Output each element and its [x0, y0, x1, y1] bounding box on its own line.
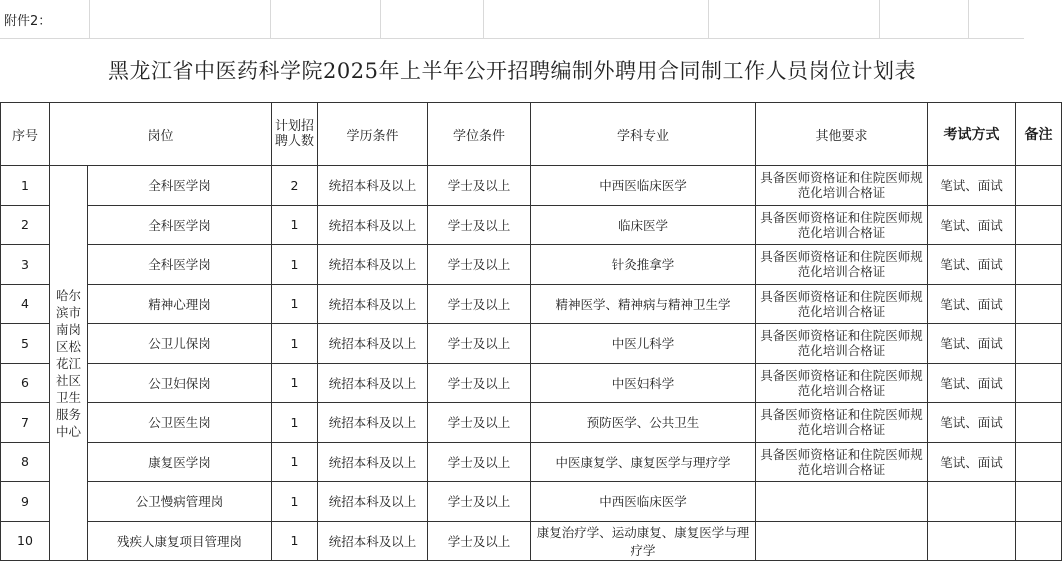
- cell-no: 9: [1, 482, 50, 522]
- grid-line: [708, 0, 709, 38]
- cell-no: 8: [1, 442, 50, 482]
- header-major: 学科专业: [531, 103, 756, 166]
- header-note: 备注: [1016, 103, 1062, 166]
- cell-note: [1016, 284, 1062, 324]
- cell-degree: 学士及以上: [428, 166, 531, 206]
- cell-post: 全科医学岗: [88, 205, 272, 245]
- table-row: [1, 205, 1062, 245]
- table-row: [1, 482, 1062, 522]
- cell-post: 公卫医生岗: [88, 403, 272, 443]
- header-education: 学历条件: [318, 103, 428, 166]
- cell-no: 3: [1, 245, 50, 285]
- grid-line: [380, 0, 381, 38]
- cell-no: 6: [1, 363, 50, 403]
- header-count: 计划招聘人数: [272, 103, 318, 166]
- cell-no: 4: [1, 284, 50, 324]
- cell-major: 康复治疗学、运动康复、康复医学与理疗学: [531, 521, 756, 561]
- table-row: [1, 521, 1062, 561]
- header-post: 岗位: [50, 103, 272, 166]
- grid-line: [879, 0, 880, 38]
- cell-note: [1016, 245, 1062, 285]
- table-row: [1, 245, 1062, 285]
- cell-post: 公卫儿保岗: [88, 324, 272, 364]
- cell-count: 2: [272, 166, 318, 206]
- cell-count: 1: [272, 482, 318, 522]
- cell-note: [1016, 363, 1062, 403]
- cell-note: [1016, 324, 1062, 364]
- grid-line: [89, 0, 90, 38]
- cell-major: 中西医临床医学: [531, 166, 756, 206]
- cell-major: 中西医临床医学: [531, 482, 756, 522]
- cell-education: 统招本科及以上: [318, 403, 428, 443]
- cell-exam: 笔试、面试: [928, 324, 1016, 364]
- header-exam: 考试方式: [928, 103, 1016, 166]
- recruitment-plan-table: [0, 102, 1062, 561]
- cell-post: 精神心理岗: [88, 284, 272, 324]
- cell-degree: 学士及以上: [428, 284, 531, 324]
- table-row: [1, 442, 1062, 482]
- cell-post: 康复医学岗: [88, 442, 272, 482]
- cell-no: 5: [1, 324, 50, 364]
- cell-other: 具备医师资格证和住院医师规范化培训合格证: [756, 284, 928, 324]
- cell-unit: 哈尔滨市南岗区松花江社区卫生服务中心: [50, 166, 88, 561]
- cell-post: 公卫妇保岗: [88, 363, 272, 403]
- grid-line: [968, 0, 969, 38]
- cell-exam: [928, 521, 1016, 561]
- cell-degree: 学士及以上: [428, 403, 531, 443]
- table-row: [1, 284, 1062, 324]
- cell-post: 全科医学岗: [88, 166, 272, 206]
- cell-education: 统招本科及以上: [318, 166, 428, 206]
- cell-note: [1016, 205, 1062, 245]
- table-row: [1, 403, 1062, 443]
- cell-degree: 学士及以上: [428, 442, 531, 482]
- cell-exam: 笔试、面试: [928, 403, 1016, 443]
- cell-count: 1: [272, 363, 318, 403]
- cell-note: [1016, 166, 1062, 206]
- table-row: [1, 363, 1062, 403]
- cell-other: 具备医师资格证和住院医师规范化培训合格证: [756, 324, 928, 364]
- cell-exam: 笔试、面试: [928, 442, 1016, 482]
- cell-education: 统招本科及以上: [318, 245, 428, 285]
- table-row: [1, 324, 1062, 364]
- header-degree: 学位条件: [428, 103, 531, 166]
- header-no: 序号: [1, 103, 50, 166]
- cell-note: [1016, 442, 1062, 482]
- cell-no: 7: [1, 403, 50, 443]
- cell-education: 统招本科及以上: [318, 284, 428, 324]
- cell-exam: 笔试、面试: [928, 363, 1016, 403]
- grid-line: [0, 38, 1024, 39]
- cell-degree: 学士及以上: [428, 482, 531, 522]
- cell-count: 1: [272, 205, 318, 245]
- cell-note: [1016, 482, 1062, 522]
- cell-exam: 笔试、面试: [928, 166, 1016, 206]
- cell-exam: [928, 482, 1016, 522]
- cell-education: 统招本科及以上: [318, 482, 428, 522]
- grid-line: [483, 0, 484, 38]
- cell-count: 1: [272, 521, 318, 561]
- attachment-label: 附件2：: [4, 14, 52, 29]
- cell-major: 中医妇科学: [531, 363, 756, 403]
- cell-degree: 学士及以上: [428, 363, 531, 403]
- cell-no: 1: [1, 166, 50, 206]
- cell-count: 1: [272, 245, 318, 285]
- cell-count: 1: [272, 442, 318, 482]
- cell-post: 全科医学岗: [88, 245, 272, 285]
- cell-note: [1016, 403, 1062, 443]
- cell-education: 统招本科及以上: [318, 442, 428, 482]
- cell-degree: 学士及以上: [428, 324, 531, 364]
- cell-major: 中医儿科学: [531, 324, 756, 364]
- table-header-row: [1, 103, 1062, 166]
- cell-no: 10: [1, 521, 50, 561]
- cell-education: 统招本科及以上: [318, 521, 428, 561]
- cell-other: [756, 521, 928, 561]
- cell-degree: 学士及以上: [428, 245, 531, 285]
- cell-post: 公卫慢病管理岗: [88, 482, 272, 522]
- cell-other: 具备医师资格证和住院医师规范化培训合格证: [756, 205, 928, 245]
- header-other: 其他要求: [756, 103, 928, 166]
- cell-major: 针灸推拿学: [531, 245, 756, 285]
- page-title: 黑龙江省中医药科学院2025年上半年公开招聘编制外聘用合同制工作人员岗位计划表: [108, 59, 916, 83]
- cell-other: 具备医师资格证和住院医师规范化培训合格证: [756, 363, 928, 403]
- cell-exam: 笔试、面试: [928, 245, 1016, 285]
- cell-other: 具备医师资格证和住院医师规范化培训合格证: [756, 442, 928, 482]
- cell-count: 1: [272, 324, 318, 364]
- cell-no: 2: [1, 205, 50, 245]
- cell-other: 具备医师资格证和住院医师规范化培训合格证: [756, 403, 928, 443]
- cell-major: 精神医学、精神病与精神卫生学: [531, 284, 756, 324]
- cell-exam: 笔试、面试: [928, 284, 1016, 324]
- cell-exam: 笔试、面试: [928, 205, 1016, 245]
- cell-major: 临床医学: [531, 205, 756, 245]
- cell-education: 统招本科及以上: [318, 205, 428, 245]
- grid-line: [270, 0, 271, 38]
- cell-major: 中医康复学、康复医学与理疗学: [531, 442, 756, 482]
- cell-count: 1: [272, 284, 318, 324]
- cell-other: 具备医师资格证和住院医师规范化培训合格证: [756, 245, 928, 285]
- cell-education: 统招本科及以上: [318, 363, 428, 403]
- cell-other: 具备医师资格证和住院医师规范化培训合格证: [756, 166, 928, 206]
- cell-post: 残疾人康复项目管理岗: [88, 521, 272, 561]
- table-row: [1, 166, 1062, 206]
- cell-other: [756, 482, 928, 522]
- cell-degree: 学士及以上: [428, 521, 531, 561]
- cell-degree: 学士及以上: [428, 205, 531, 245]
- cell-note: [1016, 521, 1062, 561]
- cell-count: 1: [272, 403, 318, 443]
- cell-education: 统招本科及以上: [318, 324, 428, 364]
- cell-major: 预防医学、公共卫生: [531, 403, 756, 443]
